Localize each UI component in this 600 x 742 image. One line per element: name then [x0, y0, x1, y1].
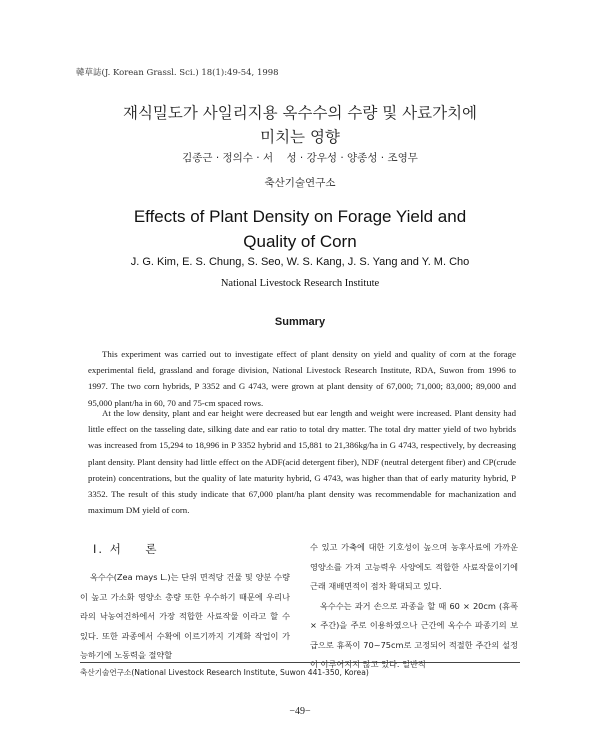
page-number: −49− — [289, 706, 311, 717]
english-title-line2: Quality of Corn — [243, 232, 357, 251]
korean-title-line2: 미치는 영향 — [260, 128, 340, 146]
summary-paragraph-1: This experiment was carried out to investigate effect of plant density on yield and quality of corn at the forage experimental field, grassland and forage division, National Livestock Research Institute, RDA, Suwon from 1996 to 1997. The two corn hybrids, P 3352 and G 4743, were grown at plant density of 67,000; 71,000; 83,000; 89,000 and 95,000 plant/ha in 60, 70 and 75-cm spaced rows. — [88, 349, 516, 408]
journal-citation: 韓草誌(J. Korean Grassl. Sci.) 18(1):49-54, 1998 — [76, 68, 279, 78]
footnote: 축산기술연구소(National Livestock Research Institute, Suwon 441-350, Korea) — [80, 668, 369, 677]
korean-title-line1: 재식밀도가 사일리지용 옥수수의 수량 및 사료가치에 — [122, 104, 478, 122]
korean-title — [60, 101, 540, 149]
intro-left-text: 옥수수(Zea mays L.)는 단위 면적당 건물 및 양분 수량이 높고 가소화 영양소 총량 또한 우수하기 때문에 우리나라의 낙농여건하에서 가장 적합한 사료작물 이라고 할 수 있다. 또한 과종에서 수확에 이르기까지 기계화 작업이 가능하기에 노동력을 절약할 — [80, 572, 290, 660]
korean-authors: 김종근 · 정의수 · 서 성 · 강우성 · 양종성 · 조영무 — [182, 152, 418, 164]
english-title — [60, 204, 540, 254]
summary-paragraph-2: At the low density, plant and ear height were decreased but ear length and weight were increased. Plant density had little effect on the tasseling date, silking date and ear ratio to total dry matter. The total dry matter yield of two hybrids was increased from 15,294 to 18,996 in P 3352 hybrid and 15,881 to 21,386kg/ha in G 4743, respectively, by decreasing plant density. Plant density had little effect on the ADF(acid detergent fiber), NDF (neutral detergent fiber) and CP(crude protein) concentrations, but the quality of late maturity hybrid, G 4743, was higher than that of early maturity hybrid, P 3352. The result of this study indicate that 67,000 plant/ha plant density was recommendable for machanization and maximum DM yield of corn. — [88, 408, 516, 516]
introduction-heading: Ⅰ. 서 론 — [93, 542, 159, 556]
intro-right-paragraph-2-text: 옥수수는 과거 손으로 과종을 할 때 60 × 20cm (휴폭 × 주간)을 주로 이용하였으나 근간에 옥수수 파종기의 보급으로 휴폭이 70~75cm로 고정되어 적절한 주간의 설정이 이루어지지 않고 있다. 일반적 — [310, 600, 518, 669]
english-affiliation: National Livestock Research Institute — [220, 278, 380, 289]
intro-right-paragraph-1: 수 있고 가축에 대한 기호성이 높으며 농후사료에 가까운 영양소를 가져 고능력우 사양에도 적합한 사료작물이기에 근래 재배면적이 점차 확대되고 있다. — [310, 542, 518, 591]
summary-heading: Summary — [274, 316, 326, 328]
english-title-line1: Effects of Plant Density on Forage Yield and — [133, 207, 467, 226]
intro-right-column — [310, 538, 518, 675]
intro-left-column — [80, 568, 290, 666]
english-authors: J. G. Kim, E. S. Chung, S. Seo, W. S. Kang, J. S. Yang and Y. M. Cho — [130, 256, 470, 268]
korean-affiliation: 축산기술연구소 — [264, 177, 336, 189]
footnote-divider — [80, 662, 520, 663]
